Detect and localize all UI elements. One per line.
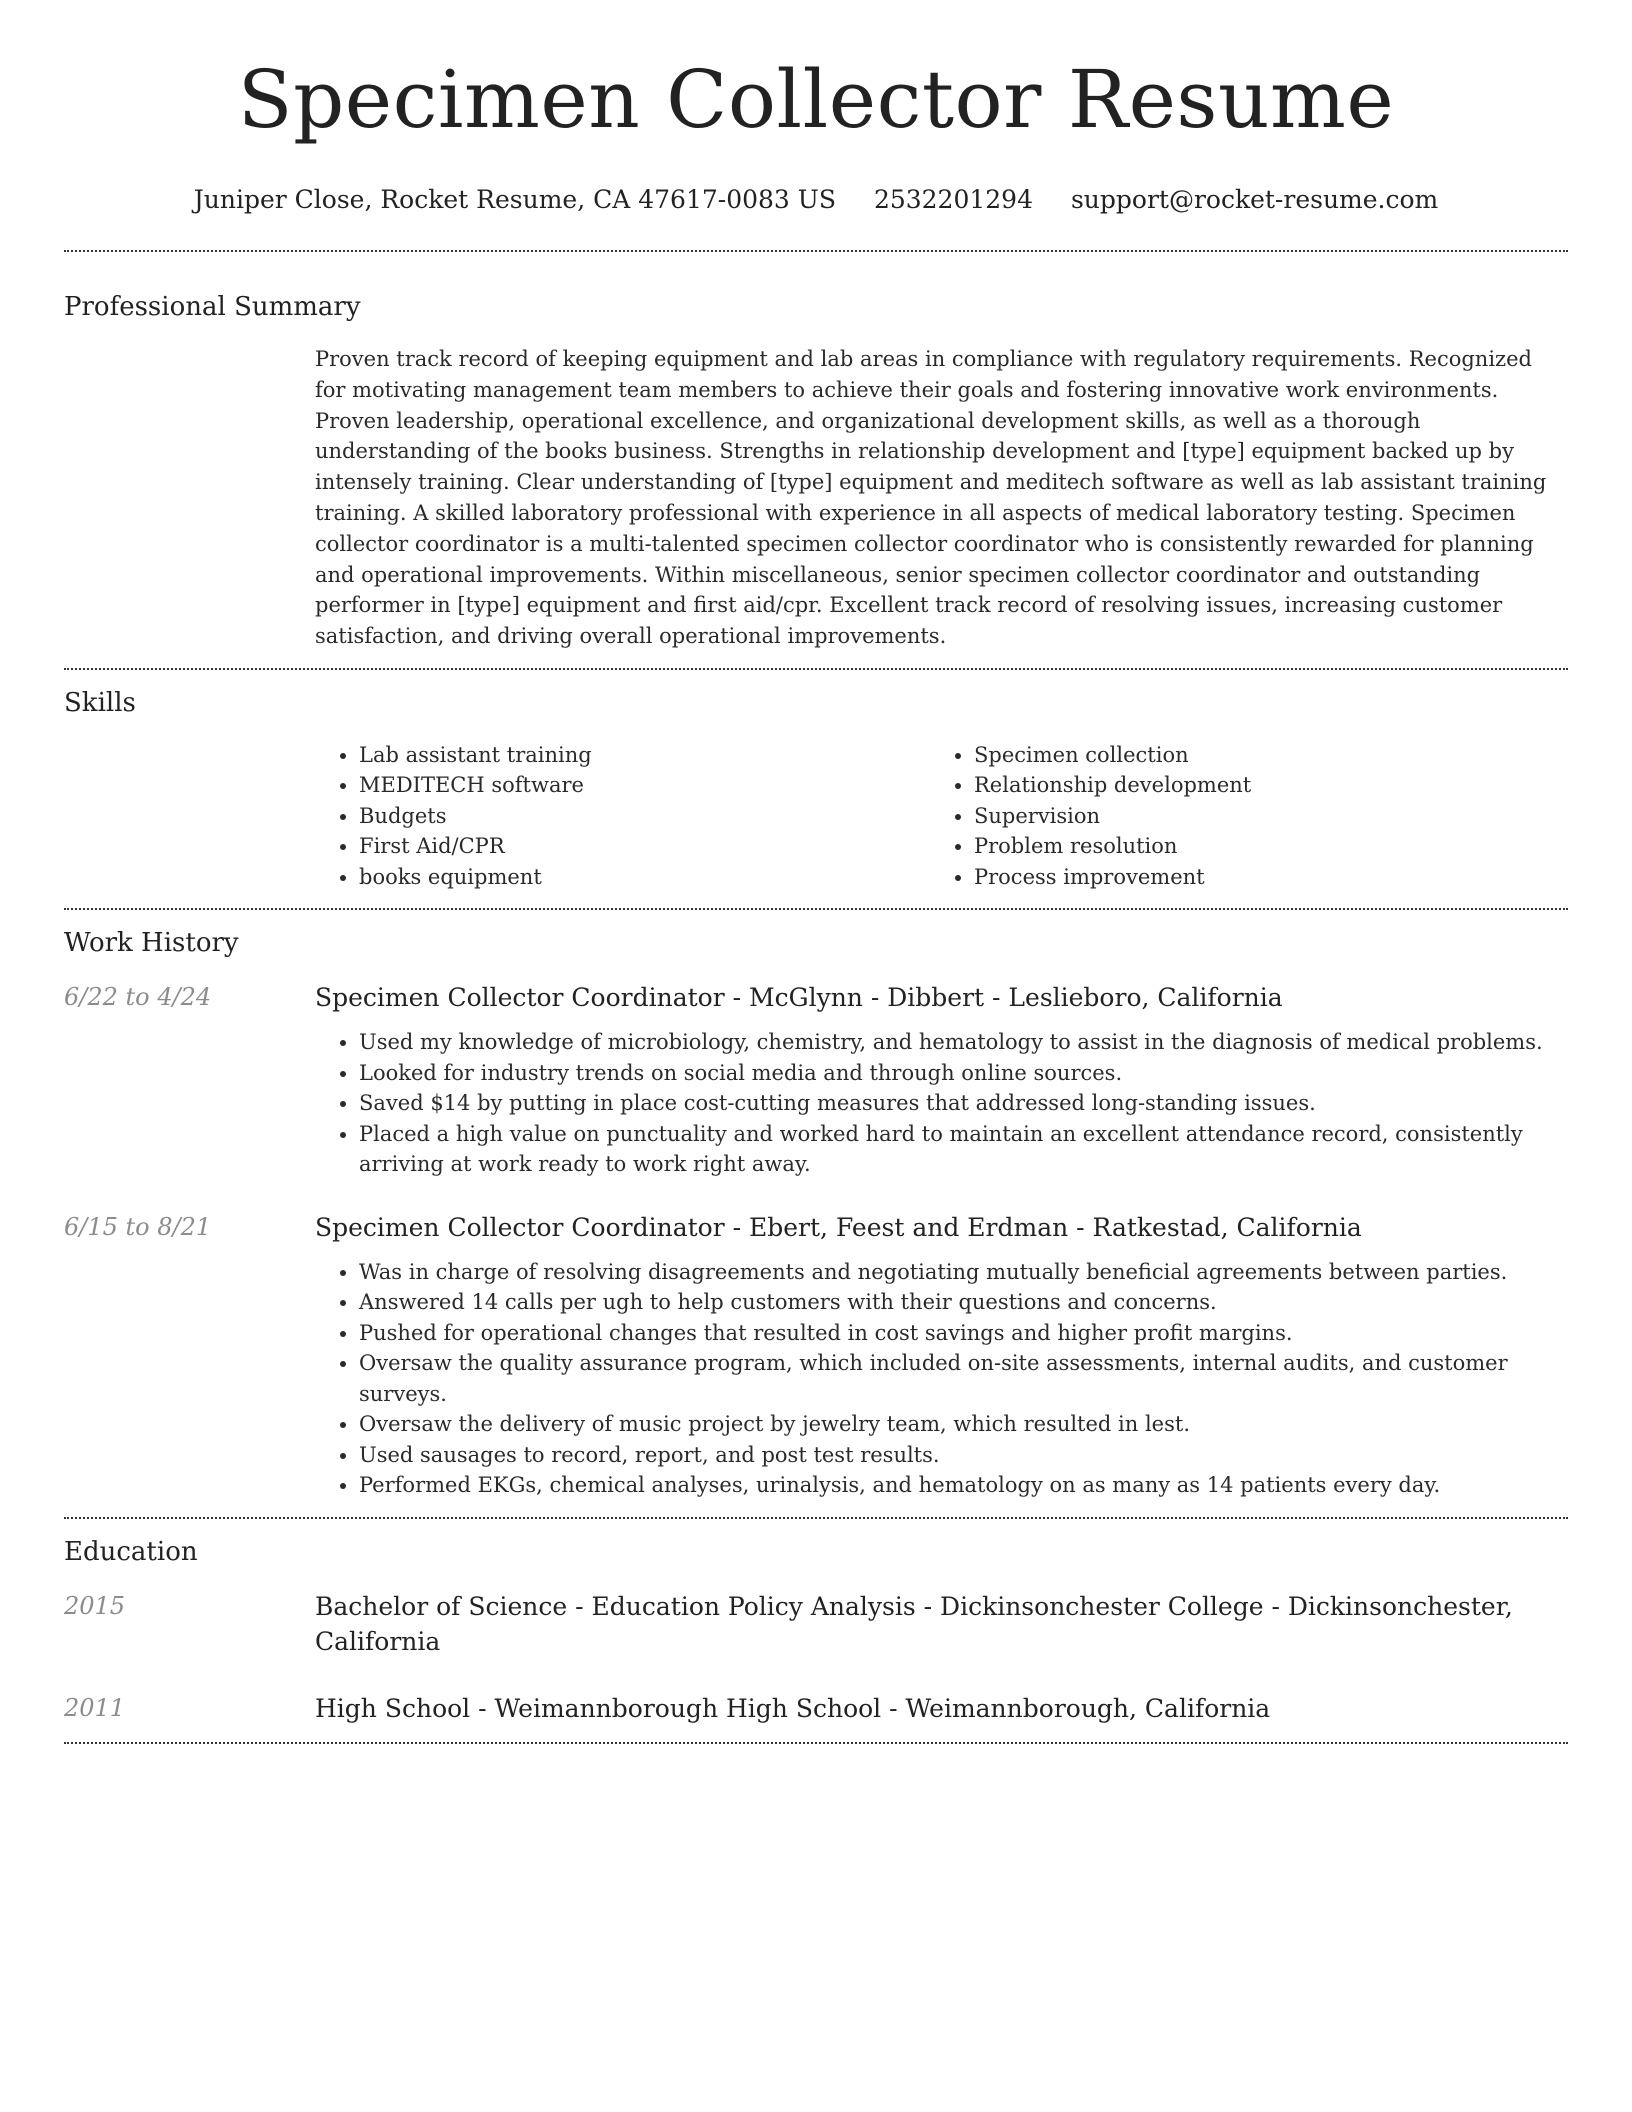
- job-title: Specimen Collector Coordinator - Ebert, Feest and Erdman - Ratkestad, California: [315, 1212, 1362, 1242]
- divider: [64, 668, 1568, 670]
- job-dates: 6/15 to 8/21: [64, 1212, 212, 1241]
- contact-phone: 2532201294: [873, 185, 1033, 214]
- divider: [64, 250, 1568, 252]
- job-bullet: • Answered 14 calls per ugh to help customers with their questions and concerns.: [359, 1287, 1568, 1318]
- summary-heading: Professional Summary: [64, 292, 361, 322]
- job-bullet: • Oversaw the delivery of music project by jewelry team, which resulted in lest.: [359, 1409, 1568, 1440]
- divider: [64, 1517, 1568, 1519]
- resume-title: Specimen Collector Resume: [237, 53, 1395, 146]
- job-dates: 6/22 to 4/24: [64, 983, 212, 1012]
- contact-line: [64, 184, 1568, 216]
- education-entry: [64, 1691, 1568, 1726]
- job-body: [315, 980, 1568, 1180]
- skill-item: • Supervision: [974, 801, 1251, 832]
- skill-item: • Specimen collection: [974, 740, 1251, 771]
- divider: [64, 1742, 1568, 1744]
- skills-grid: [315, 740, 1568, 893]
- education-heading: Education: [64, 1536, 198, 1567]
- job-bullet: • Performed EKGs, chemical analyses, urinalysis, and hematology on as many as 14 patients every day.: [359, 1470, 1568, 1501]
- job-bullet: • Saved $14 by putting in place cost-cutting measures that addressed long-standing issues.: [359, 1088, 1568, 1119]
- contact-email: support@rocket-resume.com: [1070, 185, 1439, 214]
- education-section: [64, 1535, 1568, 1726]
- skills-heading: Skills: [64, 687, 136, 718]
- education-entry: [64, 1589, 1568, 1659]
- job-bullet: • Placed a high value on punctuality and worked hard to maintain an excellent attendance record, consistently arriving at work ready to work right away.: [359, 1119, 1568, 1180]
- skill-item: • First Aid/CPR: [359, 831, 930, 862]
- summary-left-spacer: [64, 344, 315, 652]
- skills-left-spacer: [64, 740, 315, 893]
- summary-body: [315, 344, 1568, 652]
- job-body: [315, 1210, 1568, 1501]
- job-bullet: • Looked for industry trends on social media and through online sources.: [359, 1058, 1568, 1089]
- summary-text: Proven track record of keeping equipment and lab areas in compliance with regulatory requirements. Recognized for motivating management team members to achieve their goals and fostering innovative work environments. Proven leadership, operational excellence, and organizational development skills, as well as a thorough understanding of the books business. Strengths in relationship development and [type] equipment backed up by intensely training. Clear understanding of [type] equipment and meditech software as well as lab assistant training training. A skilled laboratory professional with experience in all aspects of medical laboratory testing. Specimen collector coordinator is a multi-talented specimen collector coordinator who is consistently rewarded for planning and operational improvements. Within miscellaneous, senior specimen collector coordinator and outstanding performer in [type] equipment and first aid/cpr. Excellent track record of resolving issues, increasing customer satisfaction, and driving overall operational improvements.: [315, 347, 1547, 649]
- skills-list-right: [930, 740, 1251, 893]
- skill-item: • Relationship development: [974, 770, 1251, 801]
- job-bullet: • Used my knowledge of microbiology, chemistry, and hematology to assist in the diagnosis of medical problems.: [359, 1027, 1568, 1058]
- skills-section: [64, 686, 1568, 893]
- skill-item: • Lab assistant training: [359, 740, 930, 771]
- education-year: 2015: [64, 1591, 126, 1620]
- job-title: Specimen Collector Coordinator - McGlynn - Dibbert - Leslieboro, California: [315, 983, 1283, 1013]
- skill-item: • Process improvement: [974, 862, 1251, 893]
- job-bullet: • Oversaw the quality assurance program, which included on-site assessments, internal audits, and customer surveys.: [359, 1348, 1568, 1409]
- skill-item: • Problem resolution: [974, 831, 1251, 862]
- job-bullet: • Used sausages to record, report, and post test results.: [359, 1440, 1568, 1471]
- education-year: 2011: [64, 1693, 126, 1722]
- skill-item: • books equipment: [359, 862, 930, 893]
- job-entry: [64, 1210, 1568, 1501]
- contact-address: Juniper Close, Rocket Resume, CA 47617-0083 US: [193, 185, 836, 214]
- skills-list-left: [315, 740, 930, 893]
- skill-item: • Budgets: [359, 801, 930, 832]
- work-section: [64, 926, 1568, 1501]
- skills-row: [64, 740, 1568, 893]
- summary-section: [64, 290, 1568, 652]
- job-bullets: [315, 1257, 1568, 1501]
- divider: [64, 908, 1568, 910]
- job-entry: [64, 980, 1568, 1180]
- work-heading: Work History: [64, 928, 239, 959]
- skill-item: • MEDITECH software: [359, 770, 930, 801]
- job-bullet: • Pushed for operational changes that resulted in cost savings and higher profit margins.: [359, 1318, 1568, 1349]
- job-bullet: • Was in charge of resolving disagreements and negotiating mutually beneficial agreements between parties.: [359, 1257, 1568, 1288]
- summary-row: [64, 344, 1568, 652]
- job-bullets: [315, 1027, 1568, 1180]
- education-title: Bachelor of Science - Education Policy Analysis - Dickinsonchester College - Dickinsonchester, California: [315, 1591, 1513, 1656]
- education-title: High School - Weimannborough High School - Weimannborough, California: [315, 1693, 1271, 1723]
